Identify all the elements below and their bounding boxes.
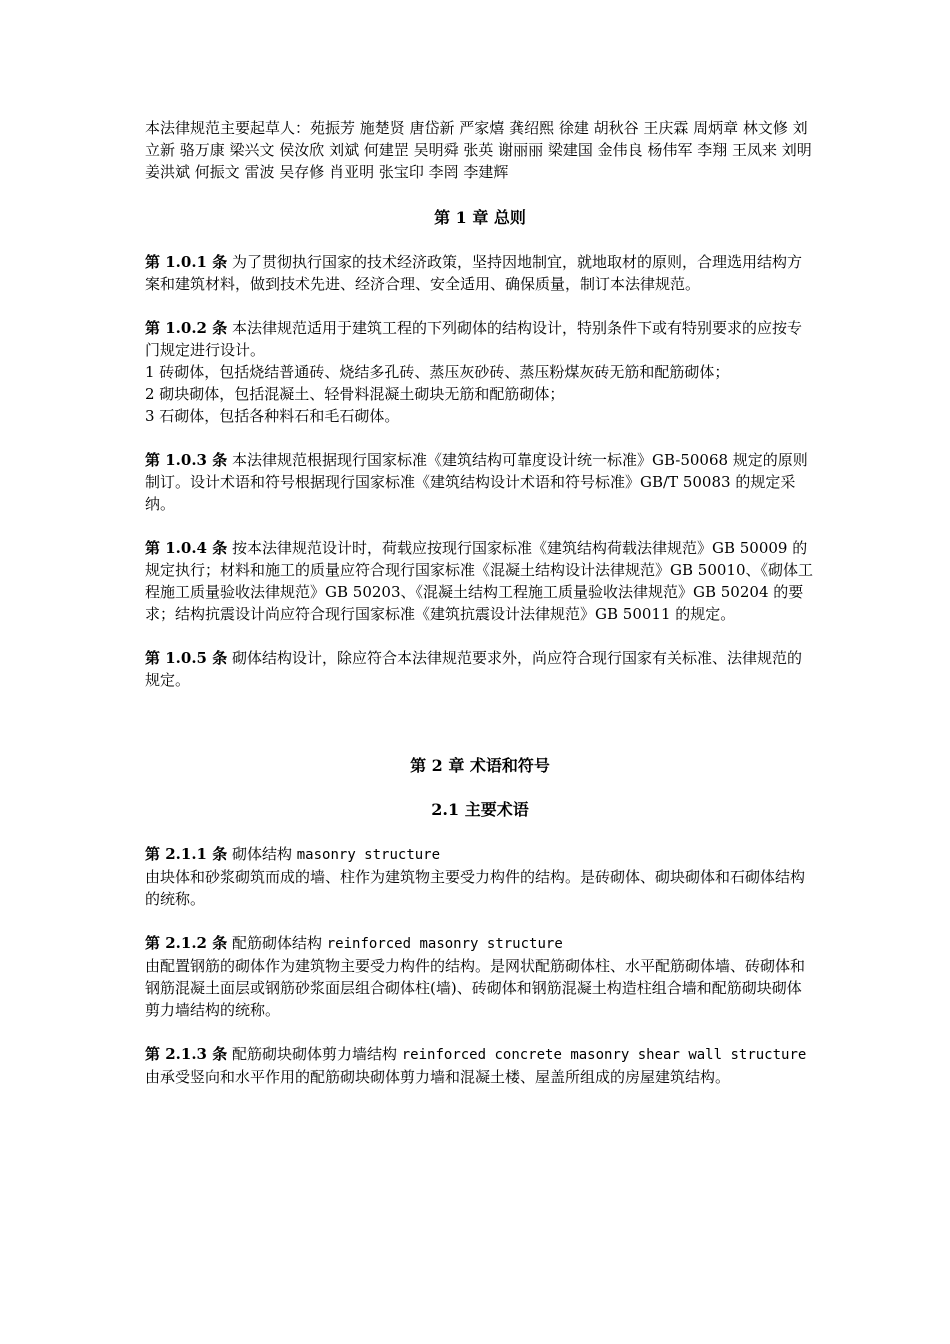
article-number: 第 1.0.1 条 — [145, 253, 228, 271]
article-text: 按本法律规范设计时，荷载应按现行国家标准《建筑结构荷载法律规范》GB 50009 的规定执行；材料和施工的质量应符合现行国家标准《混凝土结构设计法律规范》GB 50010、《砌体工程施工质量验收法律规范》GB 50203、《混凝土结构工程施工质量验收法律规范》GB 50204 的要求；结构抗震设计尚应符合现行国家标准《建筑抗震设计法律规范》GB 50011 的规定。 — [145, 539, 813, 623]
article-1-0-2 — [145, 317, 815, 427]
term-zh: 配筋砌体结构 — [227, 934, 327, 952]
chapter-2-title: 第 2 章 术语和符号 — [410, 756, 550, 775]
article-number: 第 1.0.5 条 — [145, 649, 228, 667]
article-heading — [145, 932, 815, 955]
term-zh: 配筋砌块砌体剪力墙结构 — [227, 1045, 402, 1063]
article-2-1-2 — [145, 932, 815, 1021]
drafters-list: 本法律规范主要起草人：苑振芳 施楚贤 唐岱新 严家熺 龚绍熙 徐建 胡秋谷 王庆霖 周炳章 林文修 刘立新 骆万康 梁兴文 侯汝欣 刘斌 何建罡 吴明舜 张英 谢丽丽 梁建国 金伟良 杨伟军 李翔 王凤来 刘明 姜洪斌 何振文 雷波 吴存修 肖亚明 张宝印 李罔 李建辉 — [145, 119, 812, 181]
article-text: 本法律规范根据现行国家标准《建筑结构可靠度设计统一标准》GB-50068 规定的原则制订。设计术语和符号根据现行国家标准《建筑结构设计术语和符号标准》GB/T 50083 的规定采纳。 — [145, 451, 808, 513]
article-2-1-3 — [145, 1043, 815, 1088]
article-heading — [145, 1043, 815, 1066]
list-item: 2 砌块砌体，包括混凝土、轻骨料混凝土砌块无筋和配筋砌体； — [145, 385, 565, 403]
article-text: 由块体和砂浆砌筑而成的墙、柱作为建筑物主要受力构件的结构。是砖砌体、砌块砌体和石砌体结构的统称。 — [145, 868, 806, 908]
article-1-0-1 — [145, 251, 815, 295]
term-en: masonry structure — [296, 847, 441, 863]
article-1-0-4 — [145, 537, 815, 625]
term-en: reinforced concrete masonry shear wall structure — [401, 1047, 807, 1063]
article-text: 为了贯彻执行国家的技术经济政策，坚持因地制宜，就地取材的原则，合理选用结构方案和建筑材料，做到技术先进、经济合理、安全适用、确保质量，制订本法律规范。 — [145, 253, 802, 293]
article-text: 砌体结构设计，除应符合本法律规范要求外，尚应符合现行国家有关标准、法律规范的规定。 — [145, 649, 802, 689]
term-zh: 砌体结构 — [227, 845, 297, 863]
document-page — [145, 117, 815, 1088]
list-item: 3 石砌体，包括各种料石和毛石砌体。 — [145, 407, 400, 425]
article-number: 第 1.0.3 条 — [145, 451, 228, 469]
article-1-0-3 — [145, 449, 815, 515]
term-en: reinforced masonry structure — [326, 936, 563, 952]
article-number: 第 2.1.2 条 — [145, 934, 228, 952]
article-text: 本法律规范适用于建筑工程的下列砌体的结构设计，特别条件下或有特别要求的应按专门规定进行设计。 — [145, 319, 802, 359]
article-heading — [145, 843, 815, 866]
article-text: 由承受竖向和水平作用的配筋砌块砌体剪力墙和混凝土楼、屋盖所组成的房屋建筑结构。 — [145, 1068, 731, 1086]
section-2-1-title: 2.1 主要术语 — [431, 800, 529, 819]
article-number: 第 1.0.2 条 — [145, 319, 228, 337]
article-body — [145, 317, 815, 361]
article-number: 第 2.1.1 条 — [145, 845, 228, 863]
article-number: 第 2.1.3 条 — [145, 1045, 228, 1063]
chapter-1-title: 第 1 章 总则 — [434, 208, 526, 227]
article-1-0-5 — [145, 647, 815, 691]
article-number: 第 1.0.4 条 — [145, 539, 228, 557]
article-text: 由配置钢筋的砌体作为建筑物主要受力构件的结构。是网状配筋砌体柱、水平配筋砌体墙、砖砌体和钢筋混凝土面层或钢筋砂浆面层组合砌体柱(墙)、砖砌体和钢筋混凝土构造柱组合墙和配筋砌块砌体剪力墙结构的统称。 — [145, 957, 806, 1019]
article-2-1-1 — [145, 843, 815, 910]
list-item: 1 砖砌体，包括烧结普通砖、烧结多孔砖、蒸压灰砂砖、蒸压粉煤灰砖无筋和配筋砌体； — [145, 363, 730, 381]
